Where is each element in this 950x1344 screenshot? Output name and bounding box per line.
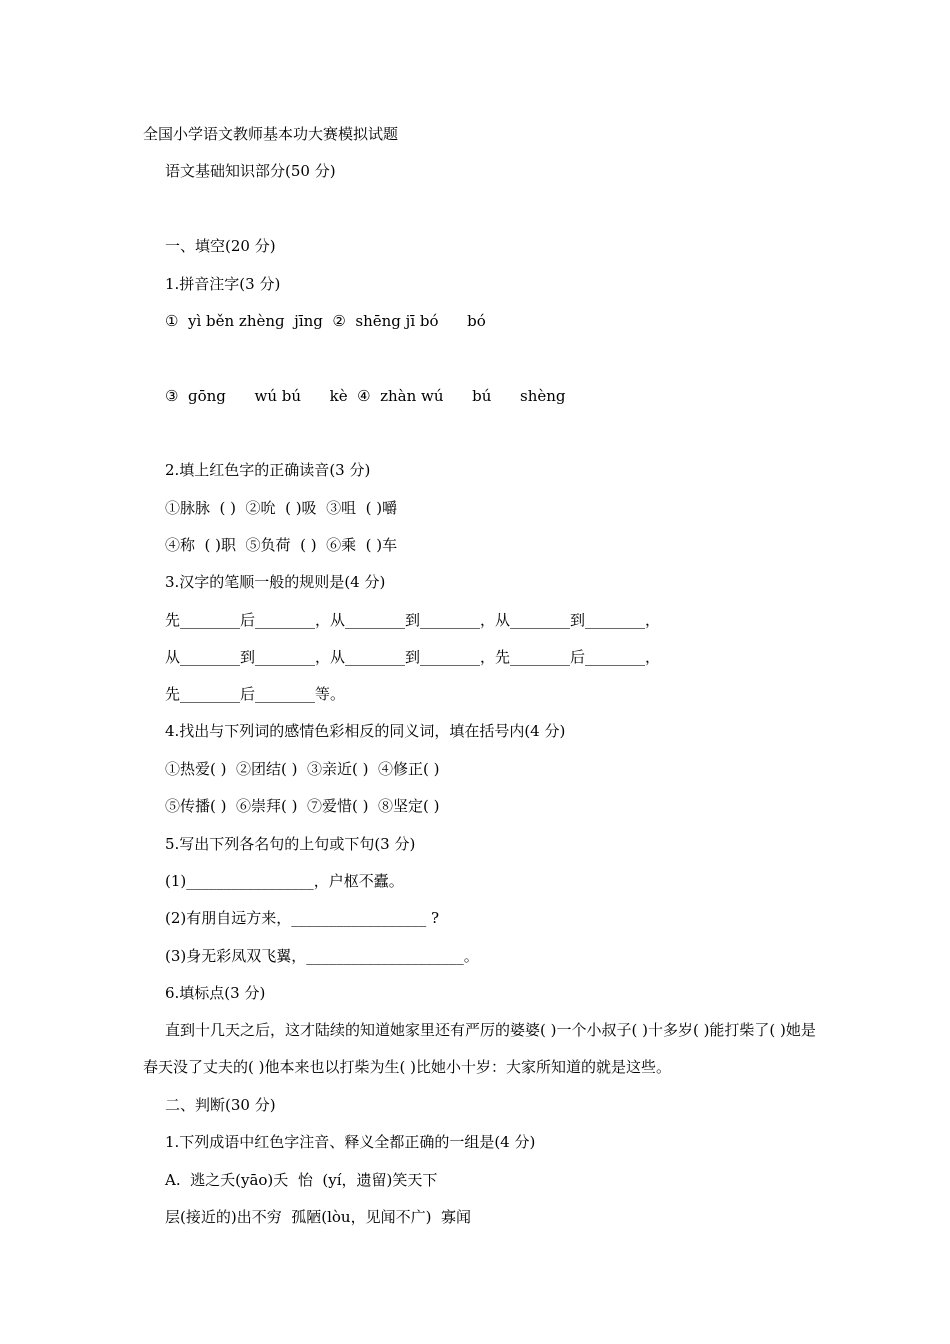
q2-line1: ①脉脉 ( ) ②吮 ( )吸 ③咀 ( )嚼 (165, 499, 398, 517)
q4-label: 4.找出与下列词的感情色彩相反的同义词，填在括号内(4 分) (165, 722, 566, 740)
q2-label: 2.填上红色字的正确读音(3 分) (165, 461, 371, 479)
section1-heading: 一、填空(20 分) (165, 237, 276, 255)
q6-label: 6.填标点(3 分) (165, 984, 266, 1002)
q4-line1: ①热爱( ) ②团结( ) ③亲近( ) ④修正( ) (165, 760, 440, 778)
q1-line2: ③ ɡōng wú bú kè ④ zhàn wú bú shèng (165, 387, 566, 405)
q1-line1: ① yì běn zhènɡ jīng ② shēng jī bó bó (165, 312, 486, 330)
q1-label: 1.拼音注字(3 分) (165, 275, 281, 293)
q3-line2: 从________到________，从________到________，先________后________， (165, 648, 661, 666)
s2-q1-line2: 层(接近的)出不穷 孤陋(lòu，见闻不广) 寡闻 (165, 1208, 471, 1226)
q4-line2: ⑤传播( ) ⑥崇拜( ) ⑦爱惜( ) ⑧坚定( ) (165, 797, 440, 815)
q3-label: 3.汉字的笔顺一般的规则是(4 分) (165, 573, 386, 591)
q2-line2: ④称 ( )职 ⑤负荷 ( ) ⑥乘 ( )车 (165, 536, 398, 554)
q3-line1: 先________后________，从________到________，从________到________， (165, 611, 661, 629)
s2-q1-label: 1.下列成语中红色字注音、释义全都正确的一组是(4 分) (165, 1133, 536, 1151)
q5-line3: (3)身无彩凤双飞翼，_____________________。 (165, 947, 479, 965)
section2-heading: 二、判断(30 分) (165, 1096, 276, 1114)
doc-subtitle: 语文基础知识部分(50 分) (165, 162, 336, 180)
q5-line2: (2)有朋自远方来，__________________ ? (165, 909, 440, 927)
q5-line1: (1)_________________，户枢不蠹。 (165, 872, 404, 890)
q3-line3: 先________后________等。 (165, 685, 346, 703)
doc-title: 全国小学语文教师基本功大赛模拟试题 (143, 125, 399, 143)
s2-q1-line1: A. 逃之夭(yāo)夭 怡 (yí，遗留)笑天下 (165, 1171, 438, 1189)
q6-text: 直到十几天之后，这才陆续的知道她家里还有严厉的婆婆( )一个小叔子( )十多岁( )能打柴了( )她是春天没了丈夫的( )他本来也以打柴为生( )比她小十岁：大家所知道的就是这些。 (143, 1021, 816, 1076)
q5-label: 5.写出下列各名句的上句或下句(3 分) (165, 835, 416, 853)
